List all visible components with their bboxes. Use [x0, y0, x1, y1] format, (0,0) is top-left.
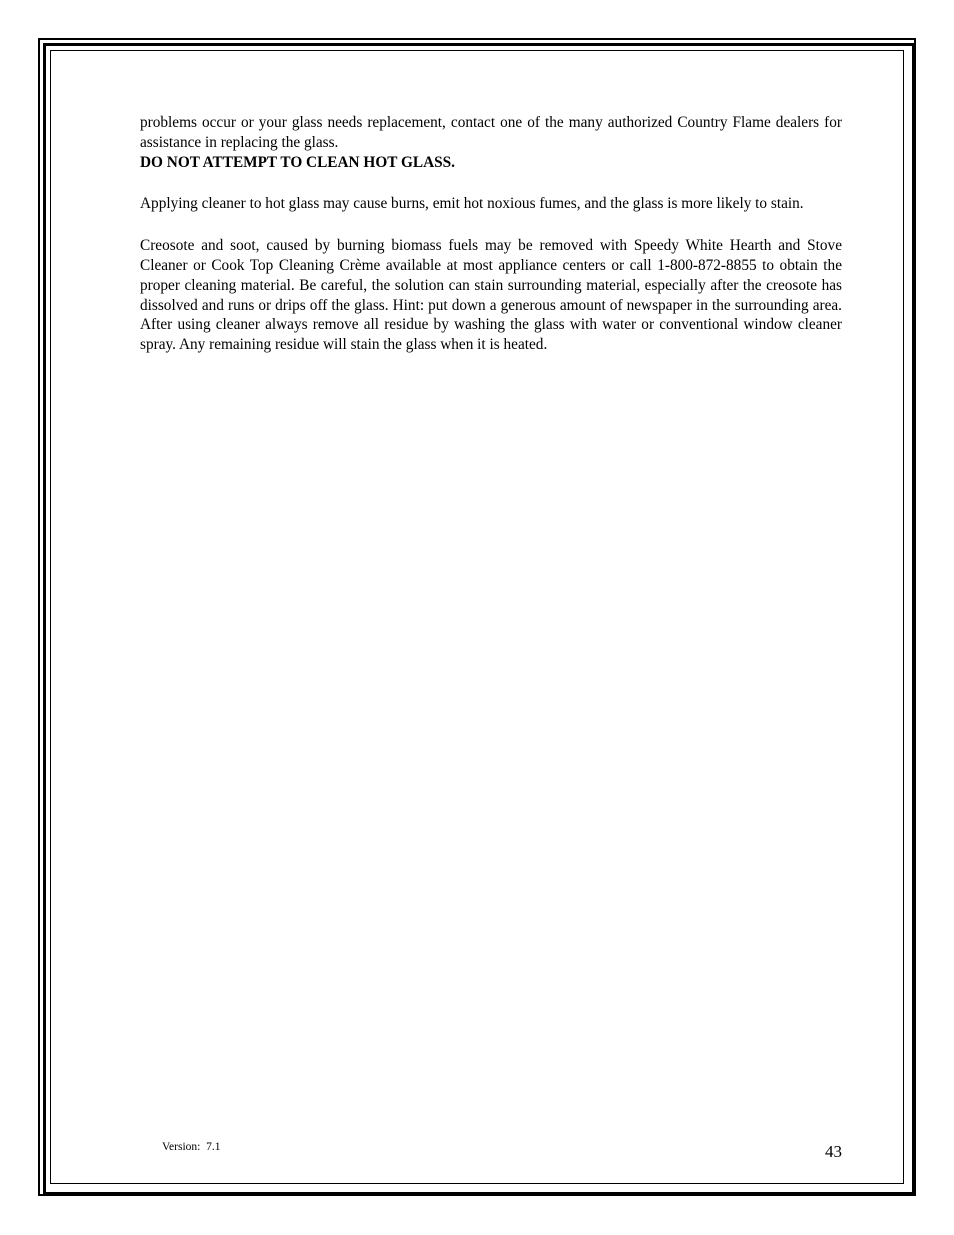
document-body — [140, 113, 842, 355]
paragraph-glass-replacement: problems occur or your glass needs replacement, contact one of the many authorized Country Flame dealers for assistance in replacing the glass. — [140, 114, 842, 151]
warning-hot-glass: DO NOT ATTEMPT TO CLEAN HOT GLASS. — [140, 153, 455, 171]
page-number: 43 — [825, 1142, 842, 1161]
paragraph-creosote-cleaning: Creosote and soot, caused by burning biomass fuels may be removed with Speedy White Hearth and Stove Cleaner or Cook Top Cleaning Crème available at most appliance centers or call 1-800-872-8855 to obtain the proper cleaning material. Be careful, the solution can stain surrounding material, especially after the creosote has dissolved and runs or drips off the glass. Hint: put down a generous amount of newspaper in the surrounding area. After using cleaner always remove all residue by washing the glass with water or conventional window cleaner spray. Any remaining residue will stain the glass when it is heated. — [140, 237, 842, 354]
version-label: Version: 7.1 — [162, 1141, 221, 1153]
paragraph-hot-glass-risk: Applying cleaner to hot glass may cause burns, emit hot noxious fumes, and the glass is more likely to stain. — [140, 195, 804, 213]
